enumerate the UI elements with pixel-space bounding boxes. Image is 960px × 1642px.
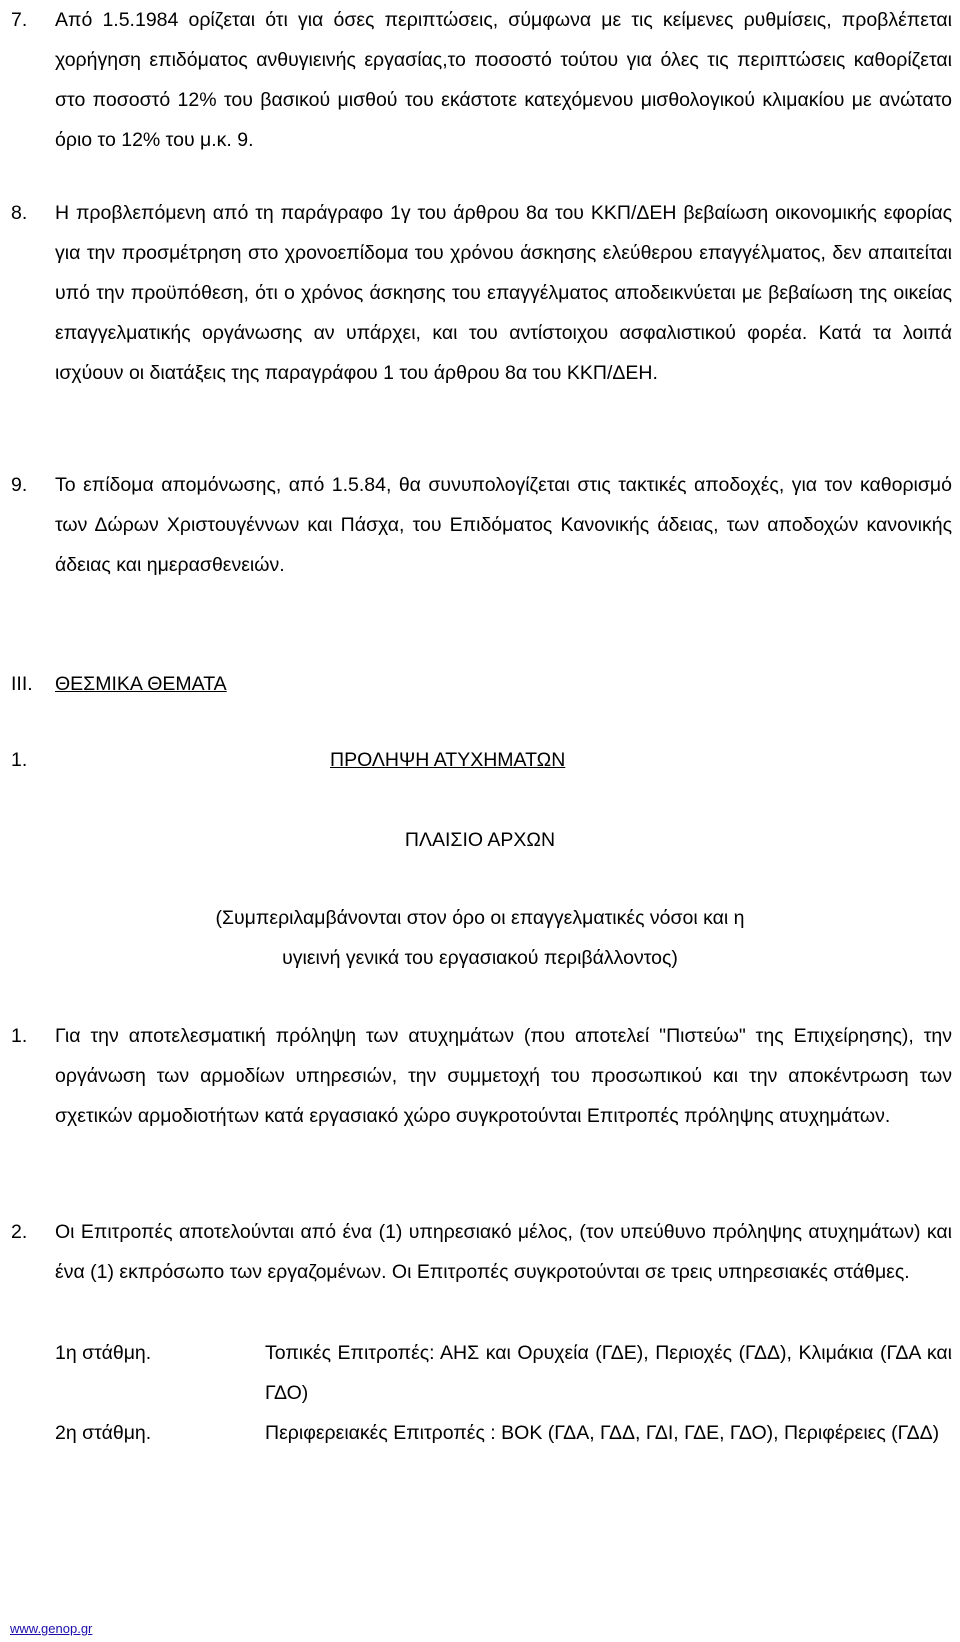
framework-note-line-1: (Συμπεριλαμβάνονται στον όρο οι επαγγελματικές νόσοι και η: [215, 907, 745, 929]
paragraph-number: 8.: [11, 202, 28, 224]
framework-note-line-2: υγιεινή γενικά του εργασιακού περιβάλλοντος): [282, 947, 678, 969]
article-1: [11, 1016, 952, 1136]
footer-website-link[interactable]: www.genop.gr: [10, 1621, 93, 1636]
paragraph-text: Το επίδομα απομόνωσης, από 1.5.84, θα συνυπολογίζεται στις τακτικές αποδοχές, για τον καθορισμό των Δώρων Χριστουγέννων και Πάσχα, του Επιδόματος Κανονικής άδειας, των αποδοχών κανονικής άδειας και ημερασθενειών.: [55, 474, 952, 576]
paragraph-text: Οι Επιτροπές αποτελούνται από ένα (1) υπηρεσιακό μέλος, (τον υπεύθυνο πρόληψης ατυχημάτων) και ένα (1) εκπρόσωπο των εργαζομένων. Οι Επιτροπές συγκροτούνται σε τρεις υπηρεσιακές στάθμες.: [55, 1221, 952, 1283]
subsection-number: 1.: [11, 749, 28, 771]
station-label: 2η στάθμη.: [55, 1422, 152, 1444]
paragraph-number: 2.: [11, 1221, 28, 1243]
section-title-institutional: ΘΕΣΜΙΚΑ ΘΕΜΑΤΑ: [55, 673, 227, 695]
paragraph-8: [11, 193, 952, 393]
paragraph-text: Για την αποτελεσματική πρόληψη των ατυχημάτων (που αποτελεί "Πιστεύω" της Επιχείρησης), την οργάνωση των αρμοδίων υπηρεσιών, την συμμετοχή του προσωπικού και την αποκέντρωση των σχετικών αρμοδιοτήτων κατά εργασιακό χώρο συγκροτούνται Επιτροπές πρόληψης ατυχημάτων.: [55, 1025, 952, 1127]
subsection-title-accident-prevention: ΠΡΟΛΗΨΗ ΑΤΥΧΗΜΑΤΩΝ: [330, 749, 566, 771]
framework-title: ΠΛΑΙΣΙΟ ΑΡΧΩΝ: [404, 829, 556, 851]
station-value: Περιφερειακές Επιτροπές : ΒΟΚ (ΓΔΑ, ΓΔΔ, ΓΔΙ, ΓΔΕ, ΓΔΟ), Περιφέρειες (ΓΔΔ): [265, 1422, 940, 1444]
paragraph-text: Η προβλεπόμενη από τη παράγραφο 1γ του άρθρου 8α του ΚΚΠ/ΔΕΗ βεβαίωση οικονομικής εφορίας για την προσμέτρηση στο χρονοεπίδομα του χρόνου άσκησης ελεύθερου επαγγέλματος, δεν απαιτείται υπό την προϋπόθεση, ότι ο χρόνος άσκησης του επαγγέλματος αποδεικνύεται με βεβαίωση της οικείας επαγγελματικής οργάνωσης αν υπάρχει, και του αντίστοιχου ασφαλιστικού φορέα. Κατά τα λοιπά ισχύουν οι διατάξεις της παραγράφου 1 του άρθρου 8α του ΚΚΠ/ΔΕΗ.: [55, 202, 952, 384]
article-2: [11, 1212, 952, 1292]
station-level-2: [55, 1413, 952, 1453]
station-label: 1η στάθμη.: [55, 1342, 152, 1364]
paragraph-text: Από 1.5.1984 ορίζεται ότι για όσες περιπτώσεις, σύμφωνα με τις κείμενες ρυθμίσεις, προβλέπεται χορήγηση επιδόματος ανθυγιεινής εργασίας,το ποσοστό τούτου για όλες τις περιπτώσεις καθορίζεται στο ποσοστό 12% του βασικού μισθού του εκάστοτε κατεχόμενου μισθολογικού κλιμακίου με ανώτατο όριο το 12% του μ.κ. 9.: [55, 9, 952, 151]
paragraph-number: 9.: [11, 474, 28, 496]
paragraph-number: 1.: [11, 1025, 28, 1047]
paragraph-9: [11, 465, 952, 585]
station-level-1: [55, 1333, 952, 1413]
station-value: Τοπικές Επιτροπές: ΑΗΣ και Ορυχεία (ΓΔΕ), Περιοχές (ΓΔΔ), Κλιμάκια (ΓΔΑ και ΓΔΟ): [265, 1342, 952, 1404]
section-number-iii: III.: [11, 673, 33, 695]
paragraph-number: 7.: [11, 9, 28, 31]
paragraph-7: [11, 0, 952, 160]
